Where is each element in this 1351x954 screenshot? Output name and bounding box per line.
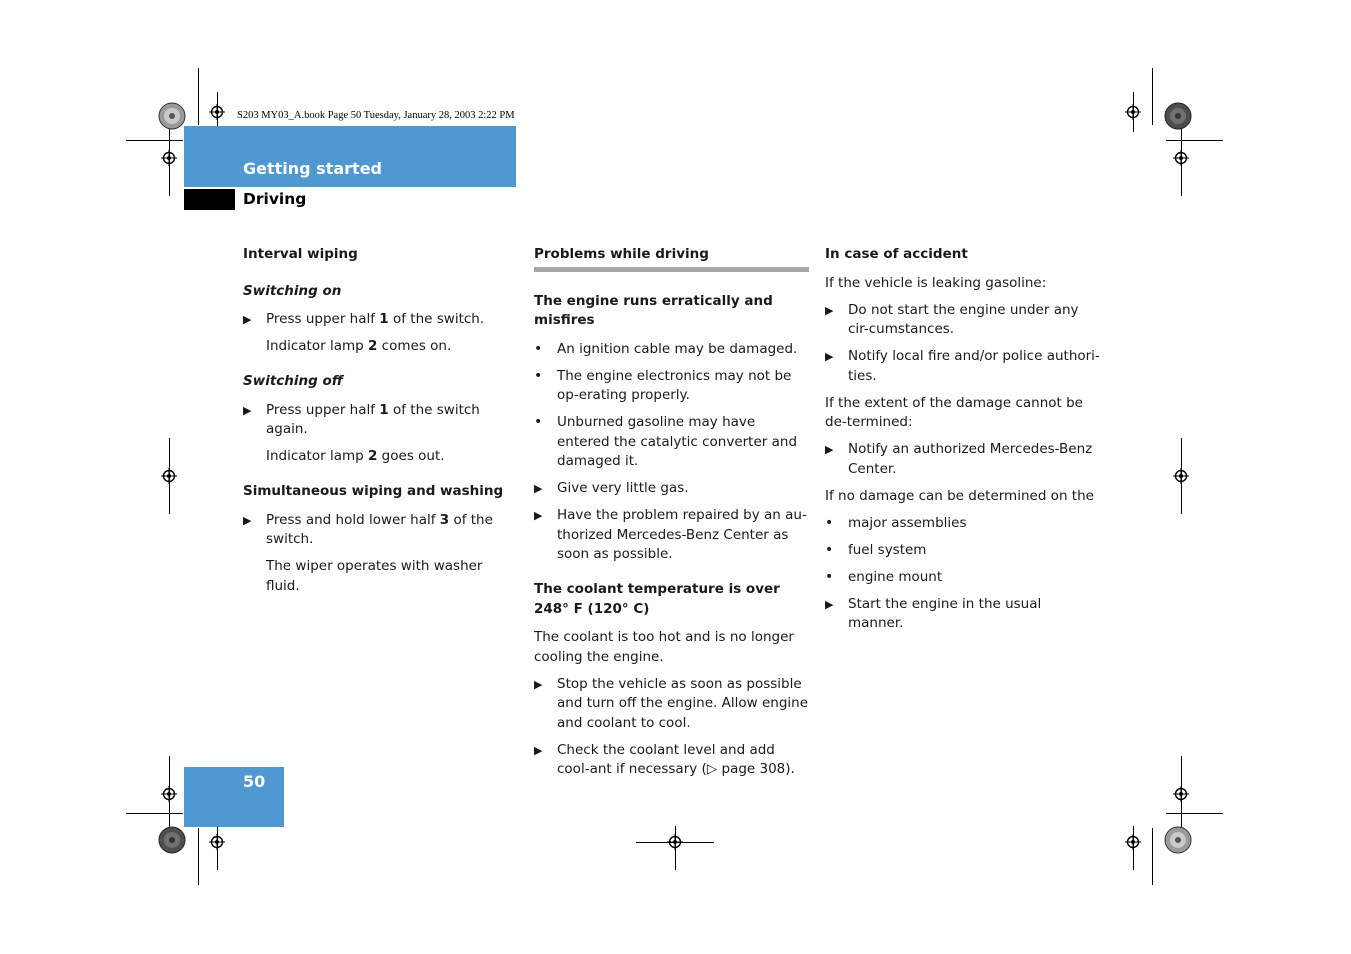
registration-target-icon	[161, 786, 177, 802]
column-3	[825, 245, 1100, 641]
color-wheel-icon	[1164, 826, 1192, 854]
page-number: 50	[243, 772, 266, 791]
paragraph: If no damage can be determined on the	[825, 487, 1094, 504]
crop-mark	[1152, 828, 1153, 885]
color-wheel-icon	[158, 102, 186, 130]
section-tab	[184, 189, 235, 210]
paragraph: The coolant is too hot and is no longer cooling the engine.	[534, 629, 794, 665]
bullet-icon: •	[825, 541, 834, 558]
registration-target-icon	[1173, 150, 1189, 166]
registration-target-icon	[209, 834, 225, 850]
step-arrow-icon: ▶	[243, 513, 252, 527]
step-arrow-icon: ▶	[825, 443, 834, 456]
list-item: • An ignition cable may be damaged.	[534, 340, 809, 360]
step-arrow-icon: ▶	[825, 597, 834, 611]
subheading-switching-off: Switching off	[243, 373, 344, 389]
list-item: • engine mount	[825, 568, 1100, 588]
step-arrow-icon: ▶	[825, 350, 834, 363]
heading-problems-while-driving: Problems while driving	[534, 245, 809, 272]
registration-target-icon	[161, 150, 177, 166]
heading-accident: In case of accident	[825, 246, 968, 262]
list-item: ▶ Start the engine in the usual manner.	[825, 595, 1042, 631]
list-item: ▶ Press and hold lower half 3 of the switch.	[243, 511, 493, 547]
column-1	[243, 245, 518, 604]
crop-mark	[198, 828, 199, 885]
list-item: • fuel system	[825, 541, 1100, 561]
step-arrow-icon: ▶	[534, 482, 543, 495]
step-arrow-icon: ▶	[534, 509, 543, 522]
color-wheel-icon	[1164, 102, 1192, 130]
list-item: ▶ Stop the vehicle as soon as possible and turn off the engine. Allow engine and coolant to cool.	[534, 675, 808, 731]
registration-target-icon	[209, 104, 225, 120]
bullet-icon: •	[534, 340, 543, 357]
result-text: Indicator lamp 2 comes on.	[266, 338, 452, 354]
step-arrow-icon: ▶	[825, 303, 834, 317]
list-item: • major assemblies	[825, 514, 1100, 534]
registration-target-icon	[1173, 468, 1189, 484]
result-text: Indicator lamp 2 goes out.	[266, 448, 445, 464]
crop-mark	[126, 813, 183, 814]
registration-target-icon	[1173, 786, 1189, 802]
list-item: ▶ Press upper half 1 of the switch.	[243, 310, 518, 330]
heading-engine-erratic: The engine runs erratically and misfires	[534, 292, 773, 328]
list-item: ▶ Do not start the engine under any cir-cumstances.	[825, 301, 1079, 337]
registration-target-icon	[667, 834, 683, 850]
heading-interval-wiping: Interval wiping	[243, 246, 358, 262]
heading-simultaneous-wiping: Simultaneous wiping and washing	[243, 483, 504, 499]
list-item: ▶ Press upper half 1 of the switch again.	[243, 401, 480, 437]
list-item: ▶ Notify local fire and/or police authori-ties.	[825, 348, 1100, 384]
crop-mark	[1166, 813, 1223, 814]
registration-target-icon	[1125, 834, 1141, 850]
crop-mark	[198, 68, 199, 125]
list-item: • The engine electronics may not be op-erating properly.	[534, 367, 792, 403]
page-reference-icon: ▷	[706, 761, 718, 777]
column-2	[534, 245, 809, 787]
section-title: Driving	[243, 190, 307, 208]
step-arrow-icon: ▶	[243, 313, 252, 326]
bullet-icon: •	[825, 568, 834, 585]
registration-target-icon	[161, 468, 177, 484]
step-arrow-icon: ▶	[243, 403, 252, 417]
subheading-switching-on: Switching on	[243, 282, 342, 299]
bullet-icon: •	[534, 367, 543, 384]
heading-coolant-temperature: The coolant temperature is over 248° F (120° C)	[534, 581, 780, 617]
crop-mark	[1166, 140, 1223, 141]
crop-mark	[126, 140, 183, 141]
paragraph: If the extent of the damage cannot be de-termined:	[825, 394, 1083, 430]
page-number-band	[184, 767, 284, 827]
list-item: ▶ Notify an authorized Mercedes-Benz Center.	[825, 441, 1093, 477]
list-item: ▶ Give very little gas.	[534, 479, 809, 499]
result-text: The wiper operates with washer fluid.	[266, 558, 483, 594]
step-arrow-icon: ▶	[534, 677, 543, 691]
list-item: ▶ Check the coolant level and add cool-ant if necessary (▷ page 308).	[534, 741, 795, 777]
chapter-title: Getting started	[243, 159, 382, 178]
color-wheel-icon	[158, 826, 186, 854]
paragraph: If the vehicle is leaking gasoline:	[825, 274, 1047, 291]
step-arrow-icon: ▶	[534, 743, 543, 757]
bullet-icon: •	[534, 414, 543, 430]
list-item: • Unburned gasoline may have entered the catalytic converter and damaged it.	[534, 414, 798, 469]
list-item: ▶ Have the problem repaired by an au-thorized Mercedes-Benz Center as soon as possible.	[534, 507, 807, 562]
bullet-icon: •	[825, 514, 834, 531]
crop-mark	[1152, 68, 1153, 125]
print-meta-line: S203 MY03_A.book Page 50 Tuesday, January 28, 2003 2:22 PM	[237, 110, 515, 121]
registration-target-icon	[1125, 104, 1141, 120]
